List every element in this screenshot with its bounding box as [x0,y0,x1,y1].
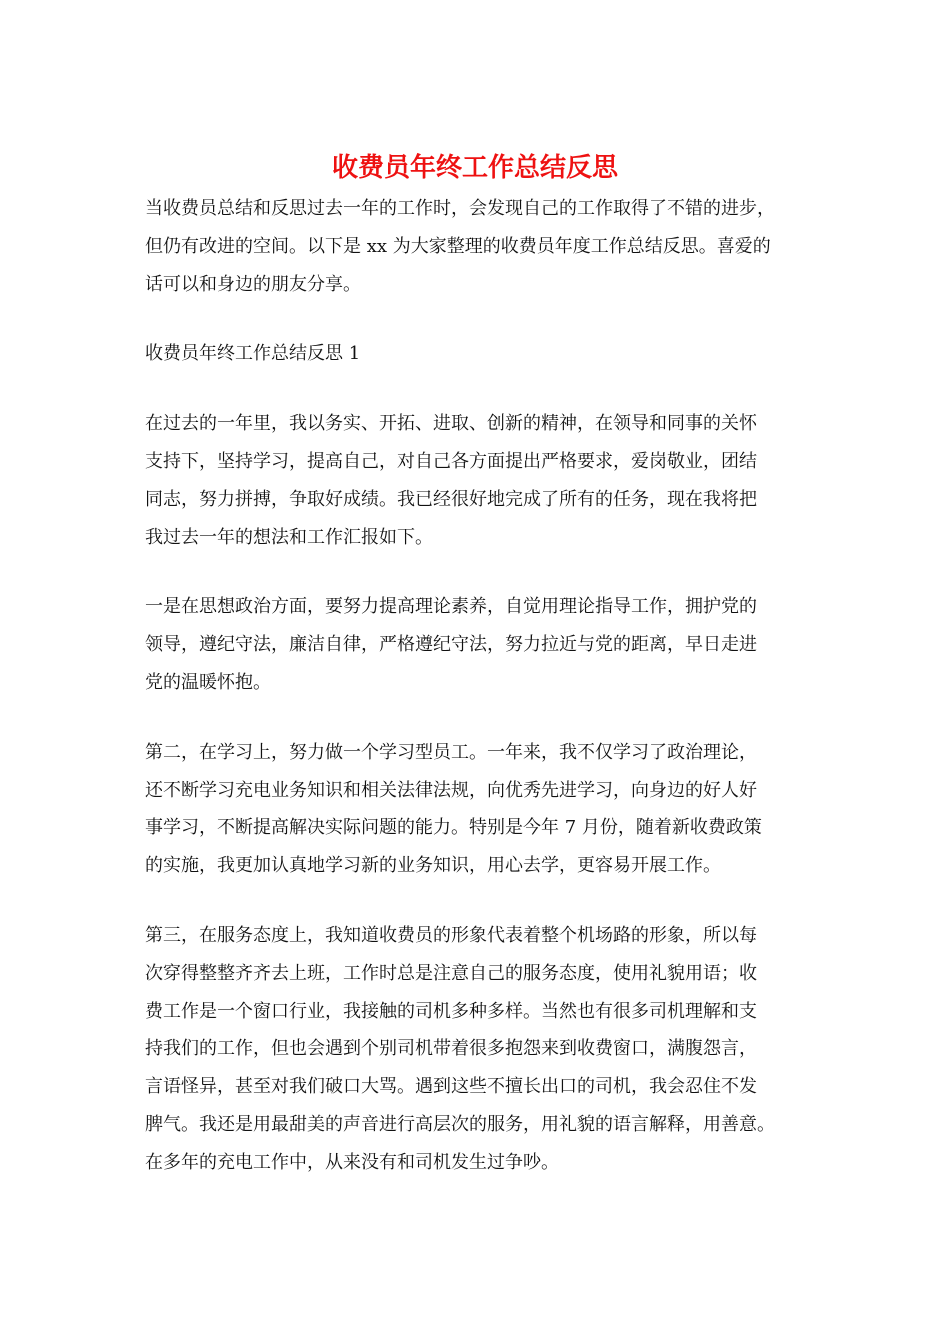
paragraph-2-line-2: 领导，遵纪守法，廉洁自律，严格遵纪守法，努力拉近与党的距离，早日走进 [145,634,757,656]
paragraph-4-line-3: 费工作是一个窗口行业，我接触的司机多种多样。当然也有很多司机理解和支 [145,1000,757,1022]
paragraph-1-line-4: 我过去一年的想法和工作汇报如下。 [145,526,433,548]
paragraph-3-line-2: 还不断学习充电业务知识和相关法律法规，向优秀先进学习，向身边的好人好 [145,779,757,801]
paragraph-4-line-4: 持我们的工作，但也会遇到个别司机带着很多抱怨来到收费窗口，满腹怨言， [145,1038,757,1060]
intro-paragraph [145,190,815,303]
paragraph-4-line-5: 言语怪异，甚至对我们破口大骂。遇到这些不擅长出口的司机，我会忍住不发 [145,1076,757,1098]
paragraph-4-line-7: 在多年的充电工作中，从来没有和司机发生过争吵。 [145,1151,559,1173]
intro-line-1: 当收费员总结和反思过去一年的工作时，会发现自己的工作取得了不错的进步， [145,198,775,219]
paragraph-3-line-1: 第二，在学习上，努力做一个学习型员工。一年来，我不仅学习了政治理论， [145,741,757,763]
paragraph-2-line-1: 一是在思想政治方面，要努力提高理论素养，自觉用理论指导工作，拥护党的 [145,596,757,618]
intro-line-2: 但仍有改进的空间。以下是 xx 为大家整理的收费员年度工作总结反思。喜爱的 [145,235,771,257]
document-title: 收费员年终工作总结反思 [331,153,618,183]
paragraph-2 [145,588,815,701]
intro-line-3: 话可以和身边的朋友分享。 [145,273,361,295]
paragraph-4-line-6: 脾气。我还是用最甜美的声音进行高层次的服务，用礼貌的语言解释，用善意。 [145,1113,775,1135]
paragraph-1-line-1: 在过去的一年里，我以务实、开拓、进取、创新的精神，在领导和同事的关怀 [145,413,757,435]
document-body [145,190,815,1214]
paragraph-2-line-3: 党的温暖怀抱。 [145,671,271,693]
paragraph-3 [145,734,815,885]
paragraph-4-line-1: 第三，在服务态度上，我知道收费员的形象代表着整个机场路的形象，所以每 [145,924,757,946]
paragraph-1 [145,405,815,556]
paragraph-4 [145,917,815,1182]
paragraph-1-line-2: 支持下，坚持学习，提高自己，对自己各方面提出严格要求，爱岗敬业，团结 [145,450,757,472]
paragraph-4-line-2: 次穿得整整齐齐去上班，工作时总是注意自己的服务态度，使用礼貌用语；收 [145,962,757,984]
paragraph-3-line-3: 事学习，不断提高解决实际问题的能力。特别是今年 7 月份，随着新收费政策 [145,817,762,839]
section-heading: 收费员年终工作总结反思 1 [145,343,361,365]
paragraph-1-line-3: 同志，努力拼搏，争取好成绩。我已经很好地完成了所有的任务，现在我将把 [145,488,757,510]
paragraph-3-line-4: 的实施，我更加认真地学习新的业务知识，用心去学，更容易开展工作。 [145,855,721,877]
